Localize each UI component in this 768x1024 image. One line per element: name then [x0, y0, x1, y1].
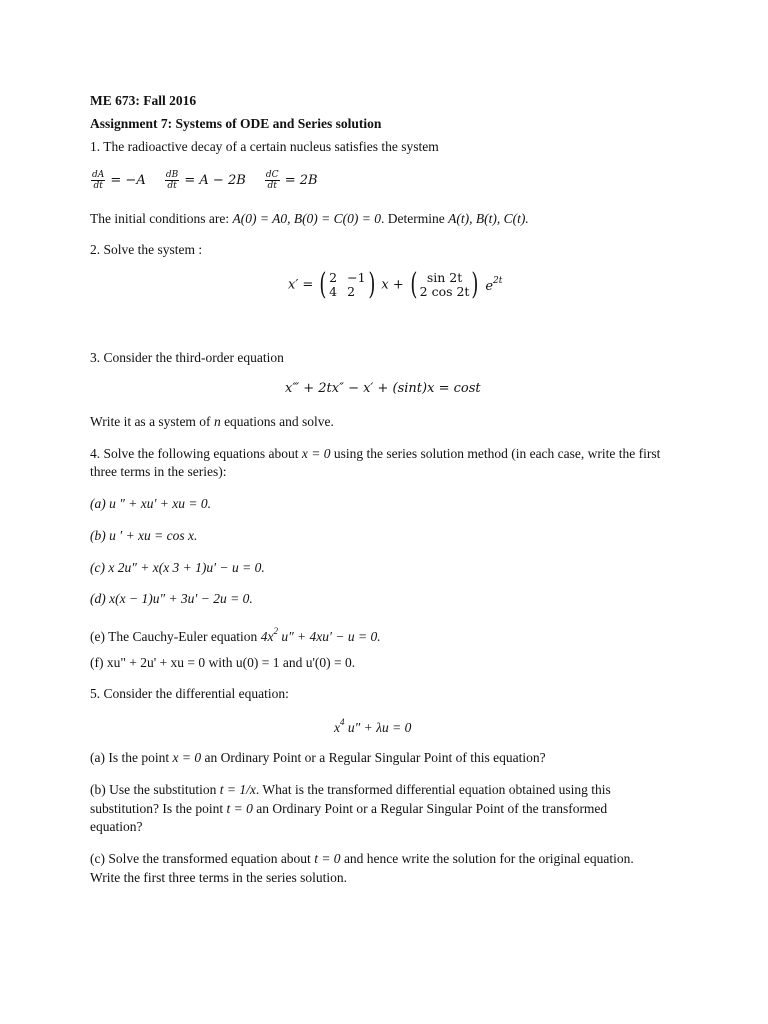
- q1-eq-a: [90, 170, 146, 191]
- q5-part-c-line2: Write the first three terms in the series solution.: [90, 870, 348, 885]
- q4-part-d: (d) x(x − 1)u″ + 3u′ − 2u = 0.: [90, 591, 253, 606]
- q1-eq-a-rhs: = −A: [110, 173, 146, 188]
- q1-init-targets: A(t), B(t), C(t).: [448, 211, 529, 226]
- q2-equation: [288, 267, 503, 302]
- q3-intro: 3. Consider the third-order equation: [90, 350, 284, 365]
- q1-init-prefix: The initial conditions are:: [90, 211, 233, 226]
- q2-vector-cell: 2 cos 2t: [419, 284, 470, 299]
- q1-eq-b: [164, 170, 246, 191]
- q2-matrix-cell: 2: [329, 270, 338, 285]
- q2-matrix-cell: 2: [347, 284, 356, 299]
- q3-equation: x‴ + 2tx″ − x′ + (sint)x = cost: [285, 381, 481, 396]
- q1-eq-b-rhs: = A − 2B: [184, 173, 246, 188]
- q1-equations: [90, 170, 332, 191]
- q5-c-suffix: and hence write the solution for the original equation.: [340, 851, 634, 866]
- q1-eq-c-den: dt: [267, 181, 277, 191]
- q1-initial-conditions: [90, 210, 529, 228]
- q2-exp-power: 2t: [493, 276, 503, 286]
- q4-intro-x: x = 0: [301, 446, 331, 461]
- q5-a-suffix: an Ordinary Point or a Regular Singular Point of this equation?: [201, 750, 546, 765]
- q1-eq-c-num: dC: [265, 170, 279, 180]
- q4-intro-a: 4. Solve the following equations about: [90, 446, 302, 461]
- q5-a-prefix: (a) Is the point: [90, 750, 173, 765]
- q2-matrix-left-paren: (: [319, 267, 327, 302]
- q2-vector-cell: sin 2t: [426, 270, 463, 285]
- q5-b-suffix: . What is the transformed differential equation obtained using this: [255, 782, 611, 797]
- q4-part-f: (f) xu" + 2u' + xu = 0 with u(0) = 1 and u'(0) = 0.: [90, 655, 356, 670]
- q5-intro: 5. Consider the differential equation:: [90, 686, 289, 701]
- q3-instr-n: n: [213, 414, 221, 429]
- q2-vector: [408, 267, 481, 302]
- q1-eq-c: [264, 170, 318, 191]
- q1-eq-c-rhs: = 2B: [284, 173, 318, 188]
- q4-part-e: [90, 622, 381, 646]
- q4-intro-line2: three terms in the series):: [90, 464, 227, 479]
- q1-eq-c-frac: [265, 170, 280, 191]
- q1-init-mid: . Determine: [381, 211, 449, 226]
- q2-matrix-grid: [329, 271, 365, 299]
- course-title: ME 673: Fall 2016: [90, 93, 197, 108]
- q1-eq-a-frac: [91, 170, 105, 191]
- q1-eq-b-frac: [165, 170, 179, 191]
- q3-instruction: [90, 413, 334, 431]
- q3-instr-suffix: equations and solve.: [220, 414, 334, 429]
- q4-e-eq-sup: 2: [273, 626, 278, 636]
- q1-eq-a-den: dt: [93, 181, 103, 191]
- q5-b-prefix: (b) Use the substitution: [90, 782, 220, 797]
- q1-eq-a-num: dA: [92, 170, 105, 180]
- q2-vector-grid: [420, 271, 470, 299]
- q4-part-b: (b) u ′ + xu = cos x.: [90, 528, 198, 543]
- q5-equation: [334, 717, 411, 736]
- q5-part-c-line1: [90, 850, 634, 868]
- q5-part-b-line3: equation?: [90, 819, 143, 834]
- q2-matrix-cell: −1: [347, 270, 366, 285]
- q1-eq-b-num: dB: [165, 170, 179, 180]
- q5-b-sub: t = 1/x: [219, 782, 256, 797]
- q2-vector-right-paren: ): [471, 267, 479, 302]
- q2-lhs: x′ =: [288, 277, 314, 293]
- q5-part-b-line2: [90, 800, 607, 818]
- assignment-title: Assignment 7: Systems of ODE and Series solution: [90, 116, 382, 131]
- q2-exp-base: e: [485, 279, 494, 294]
- q5-part-b-line1: [90, 781, 611, 799]
- q1-intro: 1. The radioactive decay of a certain nucleus satisfies the system: [90, 139, 439, 154]
- q5-eq-a: x: [334, 720, 340, 735]
- q5-part-a: [90, 749, 546, 767]
- q4-e-eq-b: u″ + 4xu′ − u = 0.: [277, 629, 381, 644]
- q2-matrix: [317, 267, 377, 302]
- q1-eq-b-den: dt: [167, 181, 177, 191]
- q4-intro-b: using the series solution method (in each case, write the first: [330, 446, 661, 461]
- q5-a-x: x = 0: [172, 750, 202, 765]
- q5-b-line2-prefix: substitution? Is the point: [90, 801, 227, 816]
- q3-instr-prefix: Write it as a system of: [90, 414, 214, 429]
- q5-eq-b: u″ + λu = 0: [344, 720, 412, 735]
- q2-intro: 2. Solve the system :: [90, 242, 203, 257]
- q5-c-prefix: (c) Solve the transformed equation about: [90, 851, 315, 866]
- q5-eq-sup: 4: [340, 717, 345, 727]
- q2-vector-left-paren: (: [410, 267, 418, 302]
- q4-part-a: (a) u ″ + xu′ + xu = 0.: [90, 496, 212, 511]
- q5-b-line2-suffix: an Ordinary Point or a Regular Singular Point of the transformed: [252, 801, 608, 816]
- q5-b-t: t = 0: [226, 801, 253, 816]
- q4-intro: [90, 445, 660, 463]
- q4-part-c: (c) x 2u″ + x(x 3 + 1)u′ − u = 0.: [90, 560, 265, 575]
- q2-mid: x +: [381, 277, 404, 293]
- q4-e-eq-a: 4x: [260, 629, 274, 644]
- q1-init-cond: A(0) = A0, B(0) = C(0) = 0: [232, 211, 382, 226]
- q2-matrix-cell: 4: [329, 284, 338, 299]
- q4-e-label: (e) The Cauchy-Euler equation: [90, 629, 261, 644]
- q5-c-t: t = 0: [314, 851, 341, 866]
- q2-matrix-right-paren: ): [367, 267, 375, 302]
